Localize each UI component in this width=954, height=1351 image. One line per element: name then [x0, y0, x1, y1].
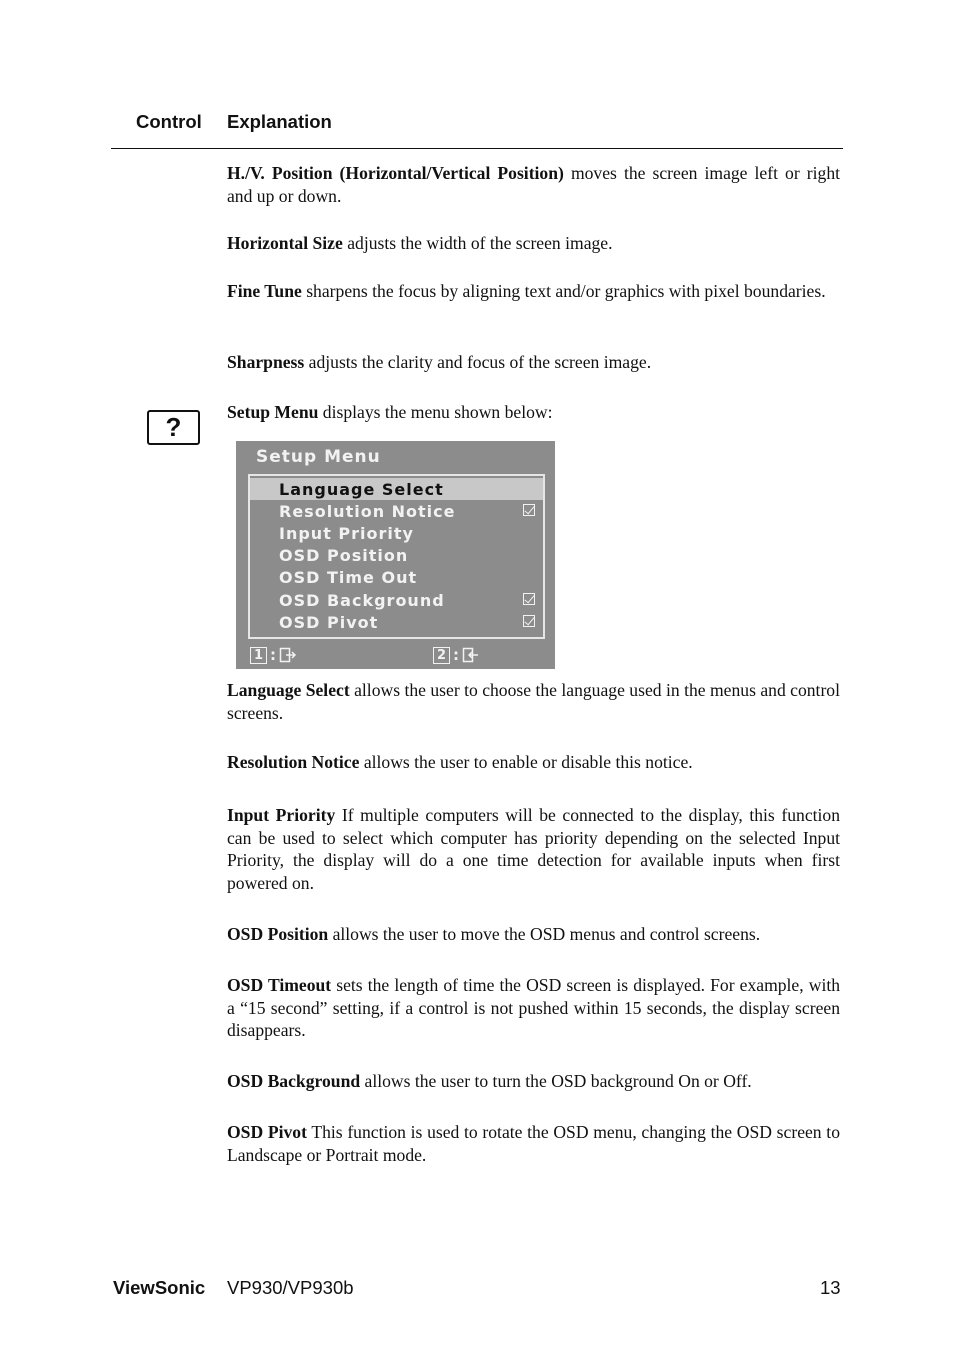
- paragraph-input-priority: [227, 804, 840, 894]
- exit-icon: [279, 647, 297, 663]
- osd-menu-title: Setup Menu: [256, 447, 381, 467]
- checkbox-checked-icon: [523, 615, 535, 627]
- footer-model: VP930/VP930b: [227, 1277, 354, 1298]
- paragraph-setup-menu: [227, 401, 840, 424]
- osd-item-label: OSD Time Out: [279, 568, 418, 587]
- separator: :: [270, 646, 276, 664]
- osd-setup-menu-screenshot: [236, 441, 555, 669]
- term: Setup Menu: [227, 402, 319, 422]
- osd-footer-key-2: [433, 645, 480, 665]
- term: OSD Background: [227, 1071, 361, 1091]
- paragraph-fine-tune: [227, 280, 840, 303]
- description: allows the user to enable or disable this notice.: [359, 752, 693, 772]
- osd-item-input-priority: [250, 522, 543, 544]
- description: sets the length of time the OSD screen is displayed. For example, with a “15 second” setting, if a control is not pushed within 15 seconds, the display screen disappears.: [227, 975, 841, 1040]
- description: adjusts the clarity and focus of the screen image.: [304, 352, 652, 372]
- paragraph-language-select: [227, 679, 840, 724]
- description: allows the user to turn the OSD background On or Off.: [360, 1071, 752, 1091]
- paragraph-sharpness: [227, 351, 840, 374]
- column-header-control: Control: [136, 111, 202, 132]
- paragraph-osd-position: [227, 923, 840, 946]
- description: moves the screen image left or right and up or down.: [227, 163, 841, 206]
- page-number: 13: [820, 1277, 841, 1298]
- term: OSD Timeout: [227, 975, 332, 995]
- osd-item-label: OSD Background: [279, 591, 445, 610]
- term: Language Select: [227, 680, 350, 700]
- osd-item-osd-time-out: [250, 566, 543, 588]
- paragraph-horizontal-size: [227, 232, 840, 255]
- osd-item-osd-pivot: [250, 611, 543, 633]
- term: Sharpness: [227, 352, 305, 372]
- question-icon: ?: [147, 410, 200, 445]
- osd-item-label: OSD Pivot: [279, 613, 379, 632]
- description: adjusts the width of the screen image.: [342, 233, 613, 253]
- description: sharpens the focus by aligning text and/or graphics with pixel boundaries.: [301, 281, 826, 301]
- term: H./V. Position (Horizontal/Vertical Position): [227, 163, 564, 183]
- term: Fine Tune: [227, 281, 302, 301]
- term: Resolution Notice: [227, 752, 360, 772]
- header-rule: [111, 148, 843, 149]
- footer-brand: ViewSonic: [113, 1277, 206, 1298]
- paragraph-osd-timeout: [227, 974, 840, 1042]
- term: OSD Pivot: [227, 1122, 307, 1142]
- description: This function is used to rotate the OSD menu, changing the OSD screen to Landscape or Portrait mode.: [227, 1122, 840, 1165]
- description: If multiple computers will be connected to the display, this function can be used to select which computer has priority depending on the selected Input Priority, the display will do a one time detection for available inputs when first powered on.: [227, 805, 840, 893]
- paragraph-resolution-notice: [227, 751, 840, 774]
- description: allows the user to move the OSD menus and control screens.: [328, 924, 761, 944]
- checkbox-checked-icon: [523, 593, 535, 605]
- osd-item-osd-background: [250, 589, 543, 611]
- term: Input Priority: [227, 805, 336, 825]
- checkbox-checked-icon: [523, 504, 535, 516]
- description: allows the user to choose the language used in the menus and control screens.: [227, 680, 840, 723]
- osd-item-label: Resolution Notice: [279, 502, 456, 521]
- paragraph-osd-pivot: [227, 1121, 840, 1166]
- enter-icon: [462, 647, 480, 663]
- osd-item-label: OSD Position: [279, 546, 409, 565]
- osd-item-osd-position: [250, 544, 543, 566]
- term: OSD Position: [227, 924, 329, 944]
- osd-item-label: Language Select: [279, 480, 444, 499]
- osd-menu-list: [248, 474, 545, 639]
- paragraph-osd-background: [227, 1070, 840, 1093]
- key-2-icon: 2: [433, 647, 450, 664]
- key-1-icon: 1: [250, 647, 267, 664]
- term: Horizontal Size: [227, 233, 343, 253]
- column-header-explanation: Explanation: [227, 111, 332, 132]
- osd-item-language-select: [250, 478, 543, 500]
- osd-item-label: Input Priority: [279, 524, 414, 543]
- paragraph-hv-position: [227, 162, 840, 207]
- separator: :: [453, 646, 459, 664]
- osd-footer-key-1: [250, 645, 297, 665]
- osd-item-resolution-notice: [250, 500, 543, 522]
- description: displays the menu shown below:: [318, 402, 553, 422]
